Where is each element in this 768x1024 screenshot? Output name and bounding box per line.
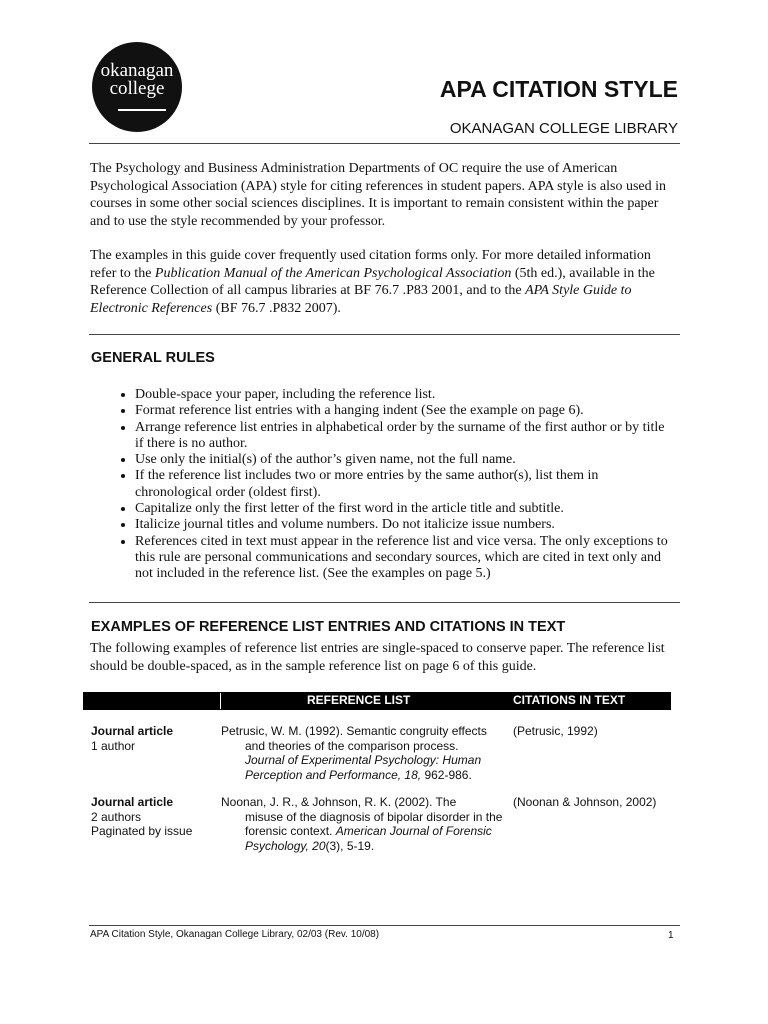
row2-citation: (Noonan & Johnson, 2002) — [513, 795, 657, 809]
section-divider-1 — [89, 334, 680, 335]
intro-p2-text-e: (BF 76.7 .P832 2007). — [212, 300, 341, 316]
section-divider-2 — [89, 602, 680, 603]
row1-type: Journal article — [91, 724, 174, 738]
row2-sub2: Paginated by issue — [91, 824, 193, 838]
row2-ref-line2: misuse of the diagnosis of bipolar disorder in the forensic context. — [245, 809, 503, 838]
row1-ref-line2: and theories of the comparison process. — [245, 738, 459, 753]
row1-sub: 1 author — [91, 738, 136, 753]
document-title: APA CITATION STYLE — [439, 76, 678, 102]
rule-item: • References cited in text must appear in the reference list and vice versa. The only exceptions to this rule are personal communications and secondary sources, which are cited in text only and not included in the reference list. (See the examples on page 5.) — [135, 534, 670, 583]
row2-reference — [221, 795, 506, 853]
row1-ref-journal-line — [221, 753, 506, 782]
intro-paragraph-2 — [90, 247, 670, 317]
logo-line1: okanagan — [100, 60, 174, 81]
row2-journal-title: American Journal of Forensic Psychology, 20 — [245, 824, 492, 853]
row1-pages: 962-986. — [421, 767, 472, 782]
page-number: 1 — [668, 930, 674, 941]
row1-ref-line1: Petrusic, W. M. (1992). Semantic congruity effects — [221, 724, 487, 738]
logo-underline — [118, 109, 166, 111]
style-guide-title: APA Style Guide to Electronic References — [90, 283, 632, 316]
table-header — [83, 692, 671, 710]
college-logo — [92, 42, 182, 132]
rule-item: • Use only the initial(s) of the author’s given name, not the full name. — [135, 452, 670, 468]
publication-manual-title: Publication Manual of the American Psychological Association — [154, 265, 512, 281]
rule-item: • Capitalize only the first letter of the first word in the article title and subtitle. — [135, 501, 670, 517]
row1-journal-title: Journal of Experimental Psychology: Human Perception and Performance, 18, — [245, 753, 482, 782]
intro-p2-text-c: (5th ed.), available in the Reference Collection of all campus libraries at BF 76.7 .P83 2001, and to the — [90, 265, 655, 298]
row2-type: Journal article — [91, 795, 174, 809]
general-rules-list — [90, 387, 670, 583]
rule-item: • If the reference list includes two or more entries by the same author(s), list them in chronological order (oldest first). — [135, 468, 670, 501]
row2-pages: (3), 5-19. — [325, 838, 375, 853]
footer-text: APA Citation Style, Okanagan College Library, 02/03 (Rev. 10/08) — [90, 929, 380, 940]
row2-category — [91, 795, 216, 839]
intro-paragraph-1: The Psychology and Business Administration Departments of OC require the use of American Psychological Association (APA) style for citing references in student papers. APA style is also used in courses in some other social sciences disciplines. It is important to remain consistent within the paper and to use the style recommended by your professor. — [90, 161, 667, 229]
row1-category — [91, 724, 216, 753]
table-header-divider — [220, 693, 221, 709]
examples-intro: The following examples of reference list entries are single-spaced to conserve paper. The reference list should be double-spaced, as in the sample reference list on page 6 of this guide. — [90, 641, 665, 674]
document-subtitle: OKANAGAN COLLEGE LIBRARY — [449, 120, 678, 137]
rule-item: • Double-space your paper, including the reference list. — [135, 387, 670, 403]
row2-ref-body — [221, 810, 506, 854]
logo-line2: college — [109, 78, 165, 99]
row1-reference — [221, 724, 506, 782]
header-divider — [89, 143, 680, 144]
rule-item: • Format reference list entries with a hanging indent (See the example on page 6). — [135, 403, 670, 419]
general-rules-heading: GENERAL RULES — [91, 350, 215, 366]
rule-item: • Arrange reference list entries in alphabetical order by the surname of the first author or by title if there is no author. — [135, 420, 670, 453]
row2-sub1: 2 authors — [91, 809, 142, 824]
examples-heading: EXAMPLES OF REFERENCE LIST ENTRIES AND CITATIONS IN TEXT — [91, 619, 566, 635]
intro-p2-text-a: The examples in this guide cover frequently used citation forms only. For more detailed information refer to the — [90, 248, 651, 281]
column-header-reference-list: REFERENCE LIST — [307, 693, 411, 707]
column-header-citations: CITATIONS IN TEXT — [513, 693, 626, 707]
row1-citation: (Petrusic, 1992) — [513, 724, 598, 738]
rule-item: • Italicize journal titles and volume numbers. Do not italicize issue numbers. — [135, 517, 670, 533]
row2-ref-line1: Noonan, J. R., & Johnson, R. K. (2002). The — [221, 795, 457, 809]
footer-divider — [89, 925, 680, 926]
